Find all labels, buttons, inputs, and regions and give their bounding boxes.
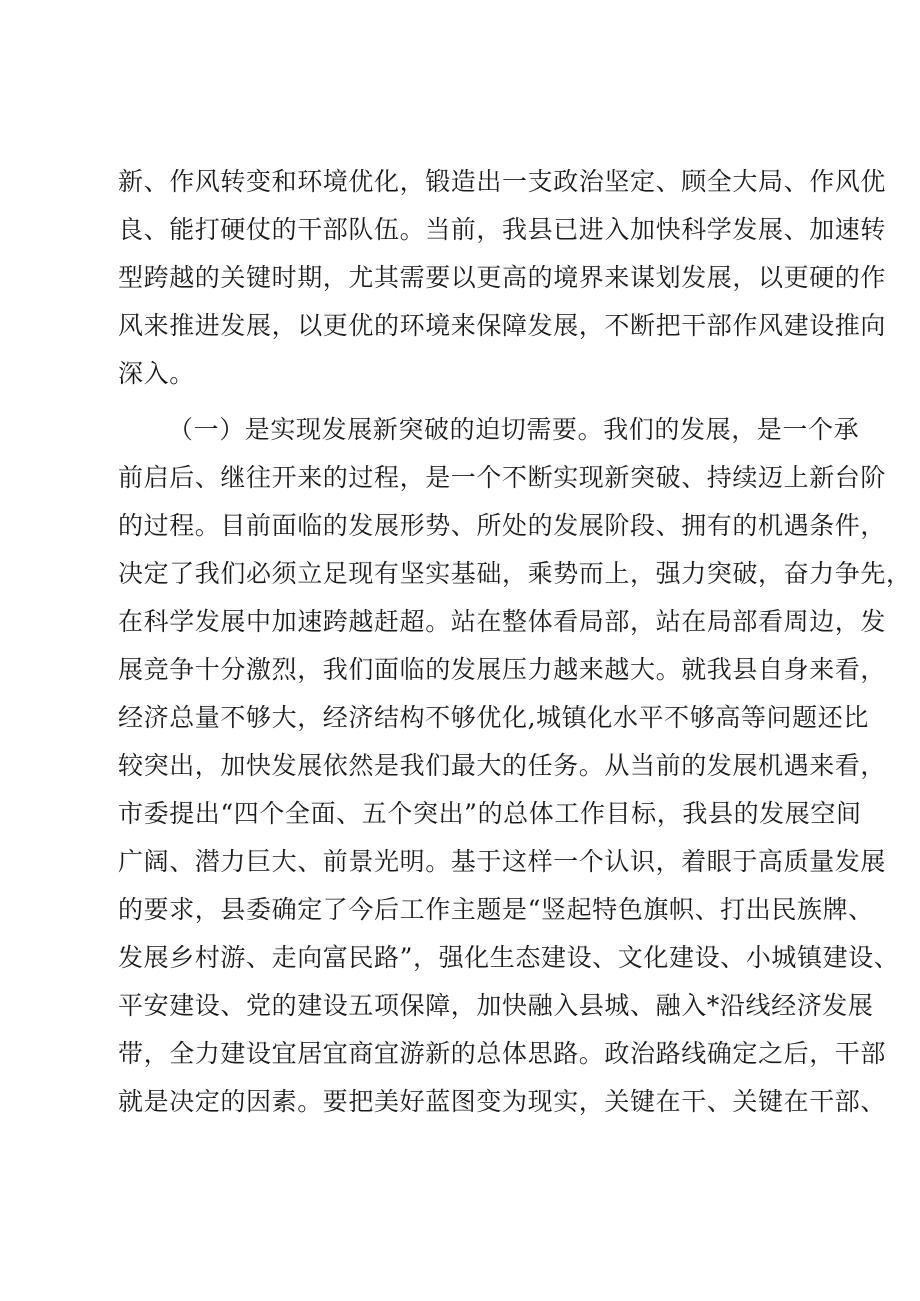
text-line-3: 型跨越的关键时期，尤其需要以更高的境界来谋划发展，以更硬的作 — [118, 263, 887, 292]
text-line-9: 决定了我们必须立足现有坚实基础，乘势而上，强力突破，奋力争先， — [118, 559, 912, 588]
text-line-8: 的过程。目前面临的发展形势、所处的发展阶段、拥有的机遇条件， — [118, 511, 887, 540]
text-line-14: 市委提出“四个全面、五个突出”的总体工作目标，我县的发展空间 — [118, 799, 862, 828]
text-line-10: 在科学发展中加速跨越赶超。站在整体看局部，站在局部看周边，发 — [118, 607, 887, 636]
text-line-18: 平安建设、党的建设五项保障，加快融入县城、融入*沿线经济发展 — [118, 991, 874, 1020]
text-line-5: 深入。 — [118, 359, 195, 388]
text-line-19: 带，全力建设宜居宜商宜游新的总体思路。政治路线确定之后，干部 — [118, 1039, 887, 1068]
text-line-17: 发展乡村游、走向富民路”，强化生态建设、文化建设、小城镇建设、 — [118, 943, 900, 972]
text-line-6: （一）是实现发展新突破的迫切需要。我们的发展，是一个承 — [168, 415, 860, 444]
text-line-16: 的要求，县委确定了今后工作主题是“竖起特色旗帜、打出民族牌、 — [118, 895, 874, 924]
text-line-13: 较突出，加快发展依然是我们最大的任务。从当前的发展机遇来看， — [118, 751, 887, 780]
text-line-12: 经济总量不够大，经济结构不够优化,城镇化水平不够高等问题还比 — [118, 703, 869, 732]
text-line-2: 良、能打硬仗的干部队伍。当前，我县已进入加快科学发展、加速转 — [118, 215, 887, 244]
text-line-11: 展竞争十分激烈，我们面临的发展压力越来越大。就我县自身来看， — [118, 655, 887, 684]
text-line-1: 新、作风转变和环境优化，锻造出一支政治坚定、顾全大局、作风优 — [118, 167, 887, 196]
text-line-15: 广阔、潜力巨大、前景光明。基于这样一个认识，着眼于高质量发展 — [118, 847, 887, 876]
text-line-20: 就是决定的因素。要把美好蓝图变为现实，关键在干、关键在干部、 — [118, 1087, 887, 1116]
text-line-7: 前启后、继往开来的过程，是一个不断实现新突破、持续迈上新台阶 — [118, 463, 887, 492]
text-line-4: 风来推进发展，以更优的环境来保障发展，不断把干部作风建设推向 — [118, 311, 887, 340]
